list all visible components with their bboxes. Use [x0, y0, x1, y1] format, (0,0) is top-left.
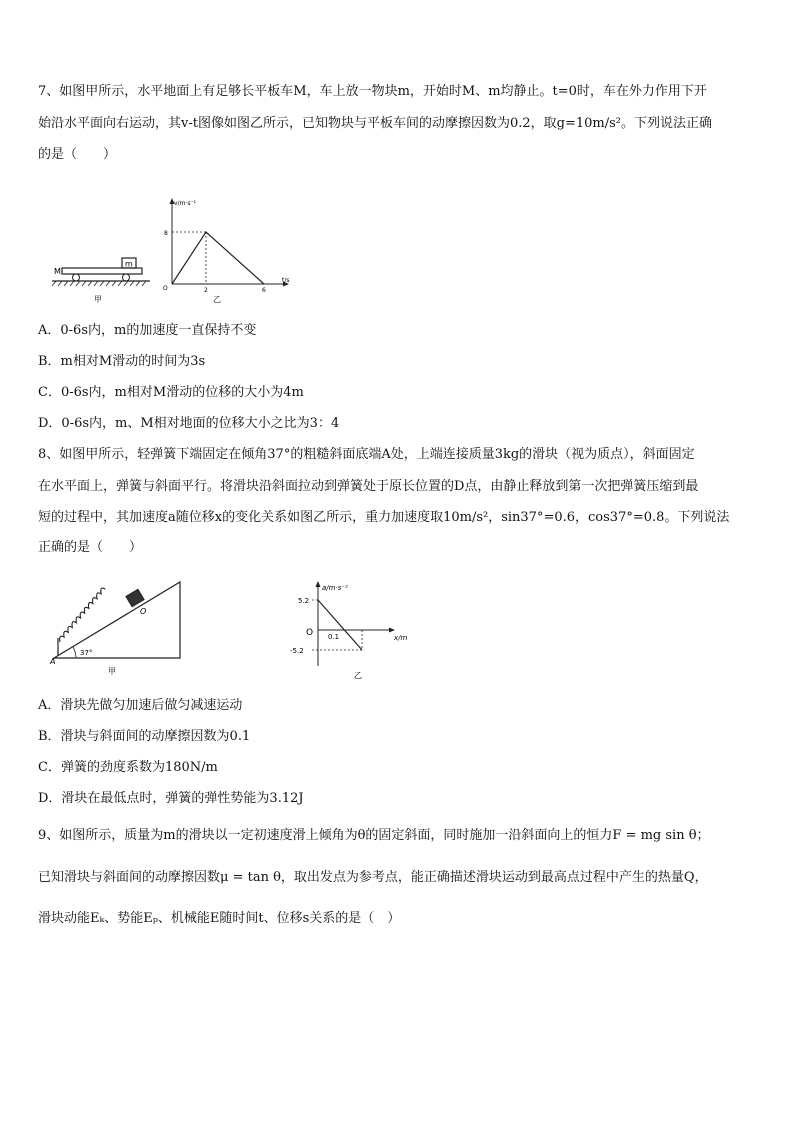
- y-axis-label: a/m·s⁻²: [322, 584, 348, 592]
- q7-stem-line3: 的是（ ）: [38, 147, 117, 162]
- q9-stem-line1: 9、如图所示，质量为m的滑块以一定初速度滑上倾角为θ的固定斜面，同时施加一沿斜面向上的恒力F = mg sin θ；: [38, 828, 710, 843]
- cart-M-label: M: [54, 267, 61, 276]
- q8-stem-line4: 正确的是（ ）: [38, 540, 143, 555]
- q8-stem-line3: 短的过程中，其加速度a随位移x的变化关系如图乙所示，重力加速度取10m/s²，sin37°=0.6，cos37°=0.8。下列说法: [38, 510, 730, 525]
- q7-option-c: C．0-6s内，m相对M滑动的位移的大小为4m: [38, 385, 304, 400]
- q8-figure-yi: [284, 578, 424, 682]
- fig-yi-caption: 乙: [354, 671, 362, 680]
- q8-option-a: A．滑块先做匀加速后做匀减速运动: [38, 698, 243, 713]
- origin-label: O: [163, 285, 168, 292]
- point-A-label: A: [50, 657, 56, 666]
- spring: [47, 587, 116, 642]
- q7-stem-line2: 始沿水平面向右运动，其v-t图像如图乙所示，已知物块与平板车间的动摩擦因数为0.2，取g=10m/s²。下列说法正确: [38, 116, 712, 131]
- wheel-left: [73, 274, 80, 281]
- tick-x-6: 6: [262, 287, 266, 294]
- q7-figure-jia: [50, 248, 160, 308]
- q8-option-c: C．弹簧的劲度系数为180N/m: [38, 760, 218, 775]
- q9-stem-line3: 滑块动能Eₖ、势能Eₚ、机械能E随时间t、位移s关系的是（ ）: [38, 911, 401, 926]
- q7-option-b: B．m相对M滑动的时间为3s: [38, 354, 206, 369]
- q8-option-d: D．滑块在最低点时，弹簧的弹性势能为3.12J: [38, 791, 304, 806]
- tick-neg: -5.2: [290, 647, 304, 655]
- q8-stem-line1: 8、如图甲所示，轻弹簧下端固定在倾角37°的粗糙斜面底端A处，上端连接质量3kg的滑块（视为质点），斜面固定: [38, 447, 695, 462]
- incline: [54, 582, 180, 658]
- q8-stem-line2: 在水平面上，弹簧与斜面平行。将滑块沿斜面拉动到弹簧处于原长位置的D点，由静止释放到第一次把弹簧压缩到最: [38, 479, 699, 494]
- q7-stem-line1: 7、如图甲所示，水平地面上有足够长平板车M，车上放一物块m，开始时M、m均静止。t=0时，车在外力作用下开: [38, 84, 707, 99]
- tick-pos: 5.2: [298, 597, 310, 605]
- slider-block: [126, 589, 144, 606]
- q8-option-b: B．滑块与斜面间的动摩擦因数为0.1: [38, 729, 251, 744]
- x-axis-arrow: [389, 628, 395, 633]
- angle-arc: [73, 647, 76, 658]
- cart-body: [62, 268, 142, 274]
- y-axis-arrow: [316, 581, 321, 587]
- x-axis-label: t/s: [282, 277, 290, 284]
- tick-x-2: 2: [204, 287, 208, 294]
- q7-figure-yi: [158, 196, 308, 306]
- point-O-label: O: [140, 607, 147, 616]
- fig-jia-caption: 甲: [94, 295, 102, 304]
- q9-stem-line2: 已知滑块与斜面间的动摩擦因数μ = tan θ，取出发点为参考点，能正确描述滑块运动到最高点过程中产生的热量Q，: [38, 870, 708, 885]
- block-m-label: m: [125, 259, 133, 269]
- q8-figure-jia: [46, 578, 196, 678]
- ground-hatch: [52, 281, 146, 286]
- ax-line: [318, 600, 362, 650]
- q7-option-d: D．0-6s内，m、M相对地面的位移大小之比为3：4: [38, 416, 340, 431]
- vt-line: [172, 232, 264, 284]
- q7-option-a: A．0-6s内，m的加速度一直保持不变: [38, 323, 257, 338]
- wheel-right: [123, 274, 130, 281]
- fig-jia-caption: 甲: [108, 667, 116, 676]
- tick-x: 0.1: [328, 633, 340, 641]
- angle-label: 37°: [80, 649, 93, 657]
- y-axis-label: v/m·s⁻¹: [174, 200, 197, 207]
- origin-label: O: [306, 628, 314, 638]
- x-axis-label: x/m: [394, 634, 408, 642]
- tick-y-8: 8: [164, 230, 168, 237]
- fig-yi-caption: 乙: [213, 295, 221, 304]
